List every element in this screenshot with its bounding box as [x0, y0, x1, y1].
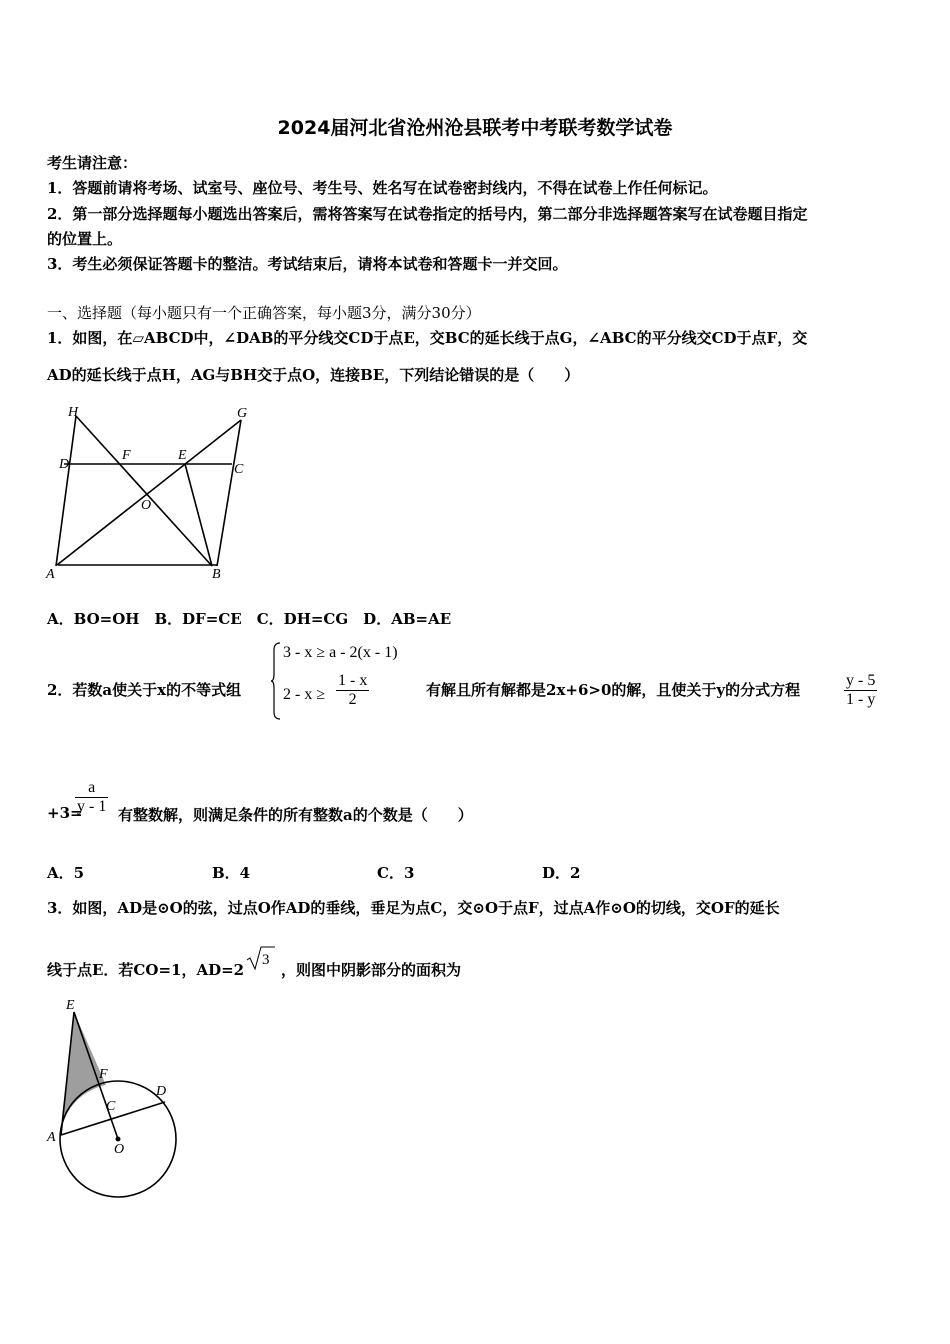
notice-item: 1．答题前请将考场、试室号、座位号、考生号、姓名写在试卷密封线内，不得在试卷上作任何标记。	[47, 179, 718, 197]
page-title: 2024届河北省沧州沧县联考中考联考数学试卷	[277, 117, 673, 139]
fig3-label-o: O	[114, 1142, 125, 1157]
line-HA	[56, 416, 76, 566]
q3-line1: 3．如图，AD是⊙O的弦，过点O作AD的垂线，垂足为点C，交⊙O于点F，过点A作⊙O的切线，交OF的延长	[47, 899, 780, 917]
q2-equation-fraction	[844, 672, 877, 709]
q3-circle-figure	[44, 995, 184, 1205]
fraction-denominator: y - 1	[77, 798, 107, 815]
fraction-numerator: y - 5	[846, 672, 876, 689]
fig1-label-a: A	[46, 567, 55, 582]
fraction-numerator: 1 - x	[338, 672, 368, 689]
fig1-label-f: F	[122, 448, 131, 463]
fig1-label-g: G	[237, 406, 248, 421]
fig1-label-h: H	[68, 405, 79, 420]
q2-inequality-2-fraction	[336, 672, 369, 709]
sqrt-value: 3	[262, 952, 270, 968]
fig1-label-b: B	[212, 567, 221, 582]
q1-parallelogram-figure	[44, 400, 264, 585]
notice-item: 3．考生必须保证答题卡的整洁。考试结束后，请将本试卷和答题卡一并交回。	[47, 255, 568, 273]
fig3-label-e: E	[66, 998, 75, 1013]
fraction-numerator: a	[88, 779, 96, 796]
q3-line2-prefix: 线于点E．若CO=1，AD=2	[47, 961, 245, 979]
q2-option-b: B．4	[212, 864, 251, 882]
notice-item: 的位置上。	[47, 230, 123, 248]
fraction-denominator: 2	[336, 690, 369, 709]
q3-line2-suffix: ，则图中阴影部分的面积为	[281, 961, 462, 979]
q1-line1: 1．如图，在▱ABCD中，∠DAB的平分线交CD于点E，交BC的延长线于点G，∠ABC的平分线交CD于点F，交	[47, 329, 808, 347]
q2-middle: 有解且所有解都是2x+6>0的解，且使关于y的分式方程	[426, 681, 801, 699]
line-GB	[217, 420, 241, 566]
q2-equation-fraction-2	[75, 779, 108, 816]
q2-prefix: 2．若数a使关于x的不等式组	[47, 681, 242, 699]
q2-inequality-1: 3 - x ≥ a - 2(x - 1)	[283, 644, 398, 661]
fig3-label-c: C	[106, 1099, 116, 1114]
notice-item: 2．第一部分选择题每小题选出答案后，需将答案写在试卷指定的括号内，第二部分非选择题答案写在试卷题目指定	[47, 205, 808, 223]
fig3-label-d: D	[156, 1084, 167, 1099]
fig1-label-o: O	[141, 498, 152, 513]
fig3-label-f: F	[99, 1067, 108, 1082]
q1-options: A．BO=OH B．DF=CE C．DH=CG D．AB=AE	[47, 610, 452, 628]
center-point	[116, 1137, 121, 1142]
fig1-label-d: D	[59, 457, 70, 472]
fraction-denominator: 1 - y	[846, 691, 876, 708]
fig1-label-e: E	[178, 448, 187, 463]
line-AG	[57, 420, 241, 565]
q2-option-d: D．2	[542, 864, 581, 882]
fig3-label-a: A	[47, 1130, 56, 1145]
q2-cont-prefix: +3=	[47, 804, 83, 822]
q2-cont-suffix: 有整数解，则满足条件的所有整数a的个数是（ ）	[118, 806, 473, 824]
system-brace	[270, 642, 282, 720]
fig1-label-c: C	[234, 462, 244, 477]
q2-option-c: C．3	[377, 864, 415, 882]
section-heading: 一、选择题（每小题只有一个正确答案，每小题3分，满分30分）	[47, 304, 481, 322]
notice-heading: 考生请注意：	[47, 154, 138, 172]
q2-option-a: A．5	[47, 864, 85, 882]
q2-inequality-2-left: 2 - x ≥	[283, 686, 326, 703]
q1-line2: AD的延长线于点H，AG与BH交于点O，连接BE，下列结论错误的是（ ）	[47, 366, 580, 384]
sqrt-symbol	[246, 945, 276, 971]
